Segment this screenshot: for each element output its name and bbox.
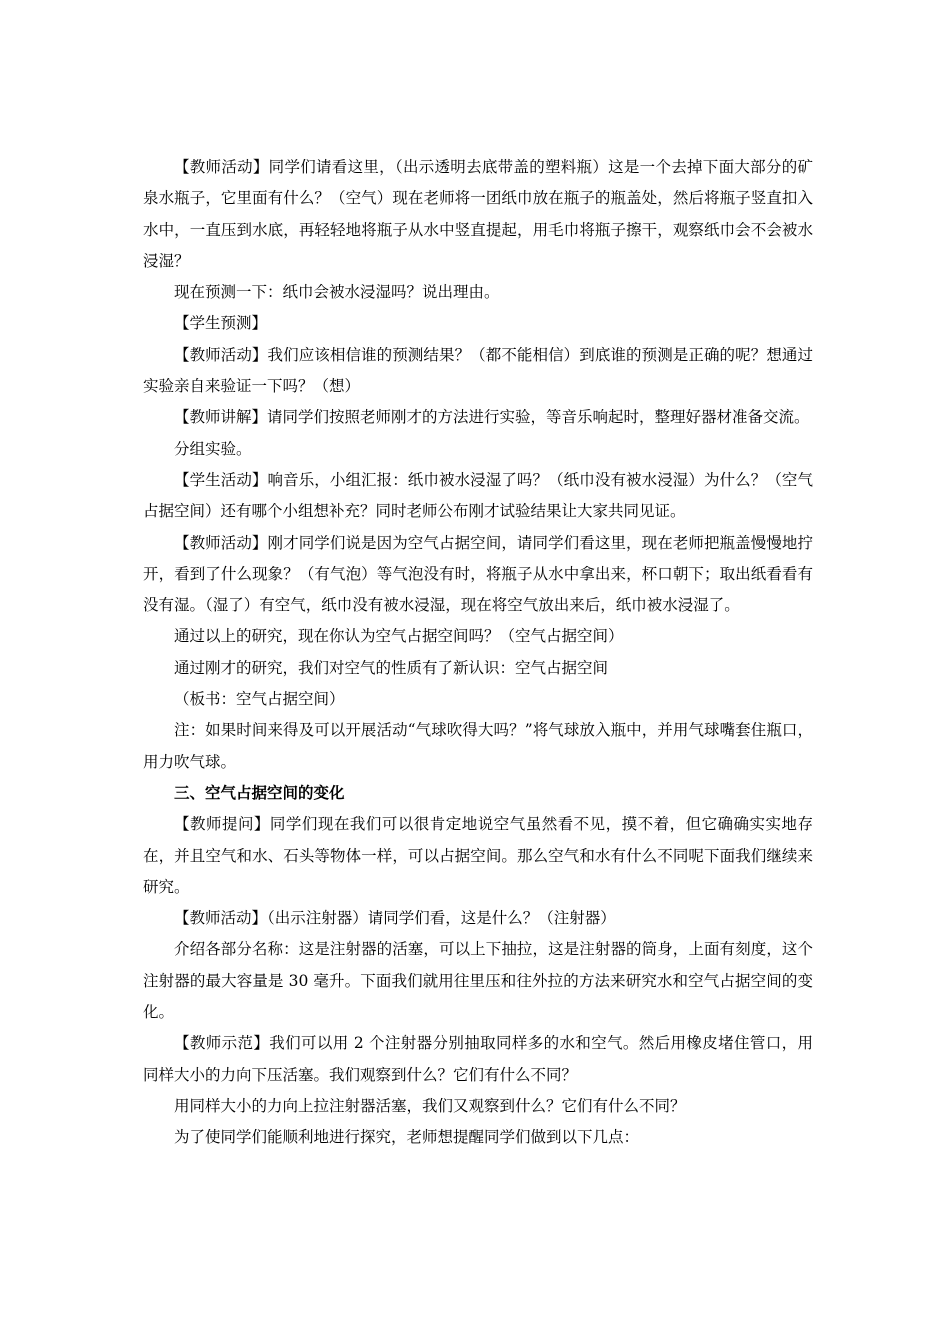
- paragraph-predict-prompt: 现在预测一下：纸巾会被水浸湿吗？说出理由。: [174, 283, 500, 302]
- paragraph-teacher-activity-verify: 【教师活动】我们应该相信谁的预测结果？（都不能相信）到底谁的预测是正确的呢？想通过实验亲自来验证一下吗？（想）: [143, 345, 813, 396]
- paragraph-pull-piston: 用同样大小的力向上拉注射器活塞，我们又观察到什么？它们有什么不同？: [174, 1096, 686, 1115]
- paragraph-student-activity-report: 【学生活动】响音乐，小组汇报：纸巾被水浸湿了吗？（纸巾没有被水浸湿）为什么？（空气占据空间）还有哪个小组想补充？同时老师公布刚才试验结果让大家共同见证。: [143, 470, 813, 521]
- document-page: [143, 152, 813, 1154]
- paragraph-student-predict: 【学生预测】: [174, 314, 268, 333]
- paragraph-teacher-activity-cap: 【教师活动】刚才同学们说是因为空气占据空间，请同学们看这里，现在老师把瓶盖慢慢地拧开，看到了什么现象？（有气泡）等气泡没有时，将瓶子从水中拿出来，杯口朝下；取出纸看看有没有湿。（湿了）有空气，纸巾没有被水浸湿，现在将空气放出来后，纸巾被水浸湿了。: [143, 533, 813, 615]
- paragraph-research-question: 通过以上的研究，现在你认为空气占据空间吗？（空气占据空间）: [174, 627, 624, 646]
- paragraph-group-experiment: 分组实验。: [174, 439, 252, 458]
- paragraph-balloon-note: 注：如果时间来得及可以开展活动“气球吹得大吗？”将气球放入瓶中，并用气球嘴套住瓶口，用力吹气球。: [143, 721, 813, 771]
- paragraph-teacher-explain: 【教师讲解】请同学们按照老师刚才的方法进行实验，等音乐响起时，整理好器材准备交流。: [174, 408, 810, 427]
- section-heading-air-space-change: 三、空气占据空间的变化: [174, 783, 345, 802]
- paragraph-teacher-question: 【教师提问】同学们现在我们可以很肯定地说空气虽然看不见，摸不着，但它确确实实地存在，并且空气和水、石头等物体一样，可以占据空间。那么空气和水有什么不同呢下面我们继续来研究。: [143, 815, 813, 896]
- paragraph-teacher-activity-syringe: 【教师活动】（出示注射器）请同学们看，这是什么？（注射器）: [174, 909, 616, 928]
- paragraph-teacher-activity-bottle: 【教师活动】同学们请看这里，（出示透明去底带盖的塑料瓶）这是一个去掉下面大部分的矿泉水瓶子，它里面有什么？（空气）现在老师将一团纸巾放在瓶子的瓶盖处，然后将瓶子竖直扣入水中，一直压到水底，再轻轻地将瓶子从水中竖直提起，用毛巾将瓶子擦干，观察纸巾会不会被水浸湿？: [143, 158, 813, 270]
- paragraph-syringe-parts: 介绍各部分名称：这是注射器的活塞，可以上下抽拉，这是注射器的筒身，上面有刻度，这个注射器的最大容量是 30 毫升。下面我们就用往里压和往外拉的方法来研究水和空气占据空间的变化。: [143, 940, 813, 1022]
- paragraph-teacher-demo: 【教师示范】我们可以用 2 个注射器分别抽取同样多的水和空气。然后用橡皮堵住管口，用同样大小的力向下压活塞。我们观察到什么？它们有什么不同？: [143, 1034, 813, 1084]
- paragraph-blackboard-note: （板书：空气占据空间）: [174, 690, 345, 709]
- paragraph-new-understanding: 通过刚才的研究，我们对空气的性质有了新认识：空气占据空间: [174, 658, 609, 677]
- paragraph-reminder: 为了使同学们能顺利地进行探究，老师想提醒同学们做到以下几点：: [174, 1128, 640, 1147]
